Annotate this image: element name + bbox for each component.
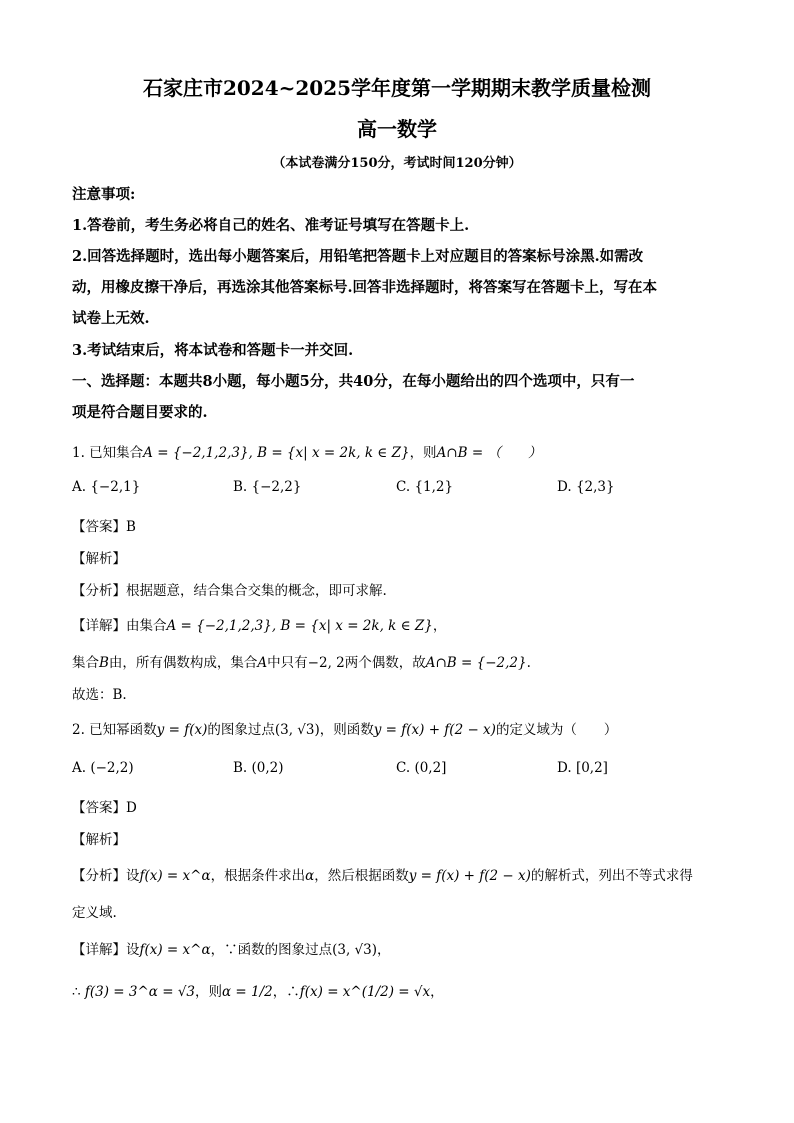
question-2-option-c: C. (0,2] [396, 760, 447, 776]
question-2-option-b: B. (0,2) [233, 760, 284, 776]
question-1-fenxi: 【分析】根据题意，结合集合交集的概念，即可求解. [72, 583, 387, 599]
question-1-prefix: 1. 已知集合 [72, 445, 144, 461]
question-1-answer: 【答案】B [72, 519, 136, 535]
alpha-equals-half: α = 1/2 [222, 984, 273, 1000]
question-2-stem: 2. 已知幂函数y = f(x)的图象过点(3, √3)，则函数y = f(x) + f(2 − x)的定义域为（ ） [72, 722, 618, 738]
question-2-fenxi: 【分析】设f(x) = x^α，根据条件求出α，然后根据函数y = f(x) + f(2 − x)的解析式，列出不等式求得 [72, 868, 693, 884]
question-1-detail: 【详解】由集合A = {−2,1,2,3}, B = {x| x = 2k, k ∈ Z}， [72, 618, 447, 634]
question-2-answer: 【答案】D [72, 800, 137, 816]
question-1-option-a: A. {−2,1} [72, 479, 141, 495]
question-1-option-b: B. {−2,2} [233, 479, 302, 495]
question-2-option-d: D. [0,2] [557, 760, 608, 776]
question-2-analysis-tag: 【解析】 [72, 832, 126, 848]
notes-item-2-line-2: 动，用橡皮擦干净后，再选涂其他答案标号.回答非选择题时，将答案写在答题卡上，写在本 [72, 279, 658, 296]
notes-heading: 注意事项: [72, 186, 136, 203]
question-1-analysis-tag: 【解析】 [72, 551, 126, 567]
question-1-mid: ，则 [409, 445, 437, 461]
question-1-option-d: D. {2,3} [557, 479, 615, 495]
question-2-option-a: A. (−2,2) [72, 760, 134, 776]
section-1-heading-line-1: 一、选择题：本题共8小题，每小题5分，共40分，在每小题给出的四个选项中，只有一 [72, 373, 635, 390]
notes-item-2-line-3: 试卷上无效. [72, 310, 150, 327]
question-1-detail-2: 集合B由，所有偶数构成，集合A中只有−2, 2两个偶数，故A∩B = {−2,2}. [72, 655, 531, 671]
question-2-fenxi-line-2: 定义域. [72, 905, 117, 921]
exam-title: 石家庄市2024~2025学年度第一学期期末教学质量检测 [142, 76, 652, 100]
notes-item-3: 3.考试结束后，将本试卷和答题卡一并交回. [72, 342, 354, 359]
section-1-heading-line-2: 项是符合题目要求的. [72, 404, 208, 421]
question-2-derivation: ∴ f(3) = 3^α = √3，则α = 1/2，∴f(x) = x^(1/2) = √x， [72, 984, 444, 1000]
exam-subtitle: 高一数学 [357, 117, 437, 141]
question-1-sets: A = {−2,1,2,3}, B = {x| x = 2k, k ∈ Z} [143, 445, 410, 461]
notes-item-1: 1.答卷前，考生务必将自己的姓名、准考证号填写在答题卡上. [72, 217, 470, 234]
question-1-option-c: C. {1,2} [396, 479, 454, 495]
question-1-stem [72, 441, 541, 461]
question-1-conclusion: 故选：B. [72, 687, 127, 703]
notes-item-2-line-1: 2.回答选择题时，选出每小题答案后，用铅笔把答题卡上对应题目的答案标号涂黑.如需改 [72, 248, 644, 265]
question-1-expression: A∩B = （ ） [436, 445, 542, 461]
exam-scope-note: （本试卷满分150分，考试时间120分钟） [272, 156, 522, 171]
question-2-detail: 【详解】设f(x) = x^α，∵函数的图象过点(3, √3)， [72, 942, 391, 958]
